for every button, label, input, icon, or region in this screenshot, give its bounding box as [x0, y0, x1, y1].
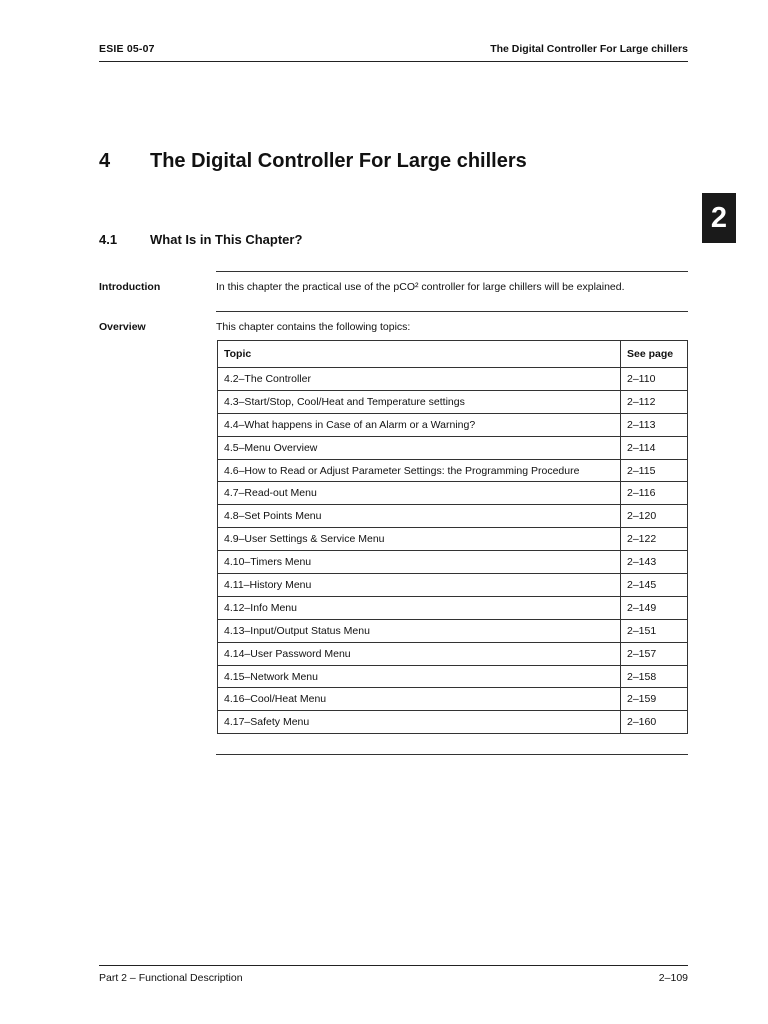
table-row [218, 642, 688, 665]
topic-cell: 4.16–Cool/Heat Menu [218, 688, 621, 711]
chapter-title: The Digital Controller For Large chillers [150, 150, 527, 172]
topic-cell: 4.11–History Menu [218, 574, 621, 597]
footer-page-number: 2–109 [658, 972, 688, 984]
table-row [218, 665, 688, 688]
page-cell: 2–157 [621, 642, 688, 665]
topic-cell: 4.9–User Settings & Service Menu [218, 528, 621, 551]
table-row [218, 528, 688, 551]
table-row [218, 574, 688, 597]
table-row [218, 482, 688, 505]
table-row [218, 688, 688, 711]
page-cell: 2–113 [621, 413, 688, 436]
header-doc-id: ESIE 05-07 [99, 43, 155, 55]
page-cell: 2–143 [621, 551, 688, 574]
page-cell: 2–120 [621, 505, 688, 528]
topic-cell: 4.7–Read-out Menu [218, 482, 621, 505]
section-title: What Is in This Chapter? [150, 232, 303, 247]
topic-cell: 4.15–Network Menu [218, 665, 621, 688]
topic-cell: 4.3–Start/Stop, Cool/Heat and Temperature settings [218, 390, 621, 413]
table-row [218, 551, 688, 574]
table-row [218, 436, 688, 459]
chapter-tab: 2 [702, 193, 736, 243]
table-row [218, 596, 688, 619]
overview-text: This chapter contains the following topics: [216, 321, 411, 333]
footer-rule [99, 965, 688, 966]
page-cell: 2–159 [621, 688, 688, 711]
table-row [218, 619, 688, 642]
page-cell: 2–122 [621, 528, 688, 551]
page-cell: 2–115 [621, 459, 688, 482]
footer-part: Part 2 – Functional Description [99, 972, 243, 984]
page-cell: 2–112 [621, 390, 688, 413]
topic-cell: 4.5–Menu Overview [218, 436, 621, 459]
header-rule [99, 61, 688, 62]
topic-cell: 4.2–The Controller [218, 368, 621, 391]
page-cell: 2–158 [621, 665, 688, 688]
introduction-label: Introduction [99, 281, 161, 293]
topics-table [217, 340, 688, 734]
page-cell: 2–145 [621, 574, 688, 597]
section-number: 4.1 [99, 232, 118, 247]
topic-cell: 4.17–Safety Menu [218, 711, 621, 734]
introduction-text: In this chapter the practical use of the pCO² controller for large chillers will be explained. [216, 281, 625, 293]
page-cell: 2–160 [621, 711, 688, 734]
table-row [218, 413, 688, 436]
topic-cell: 4.8–Set Points Menu [218, 505, 621, 528]
overview-bottom-rule [216, 754, 688, 755]
page-cell: 2–116 [621, 482, 688, 505]
overview-top-rule [216, 311, 688, 312]
introduction-top-rule [216, 271, 688, 272]
chapter-number: 4 [99, 150, 111, 172]
table-row [218, 390, 688, 413]
page-cell: 2–149 [621, 596, 688, 619]
topic-cell: 4.12–Info Menu [218, 596, 621, 619]
table-header-row [218, 341, 688, 368]
page-cell: 2–114 [621, 436, 688, 459]
topic-cell: 4.13–Input/Output Status Menu [218, 619, 621, 642]
header-topic: Topic [218, 341, 621, 368]
topic-cell: 4.4–What happens in Case of an Alarm or a Warning? [218, 413, 621, 436]
table-row [218, 459, 688, 482]
overview-label: Overview [99, 321, 146, 333]
table-row [218, 505, 688, 528]
page-cell: 2–110 [621, 368, 688, 391]
topic-cell: 4.14–User Password Menu [218, 642, 621, 665]
table-row [218, 368, 688, 391]
topic-cell: 4.10–Timers Menu [218, 551, 621, 574]
header-running-title: The Digital Controller For Large chillers [490, 43, 688, 55]
table-row [218, 711, 688, 734]
page-cell: 2–151 [621, 619, 688, 642]
header-see-page: See page [621, 341, 688, 368]
topic-cell: 4.6–How to Read or Adjust Parameter Settings: the Programming Procedure [218, 459, 621, 482]
